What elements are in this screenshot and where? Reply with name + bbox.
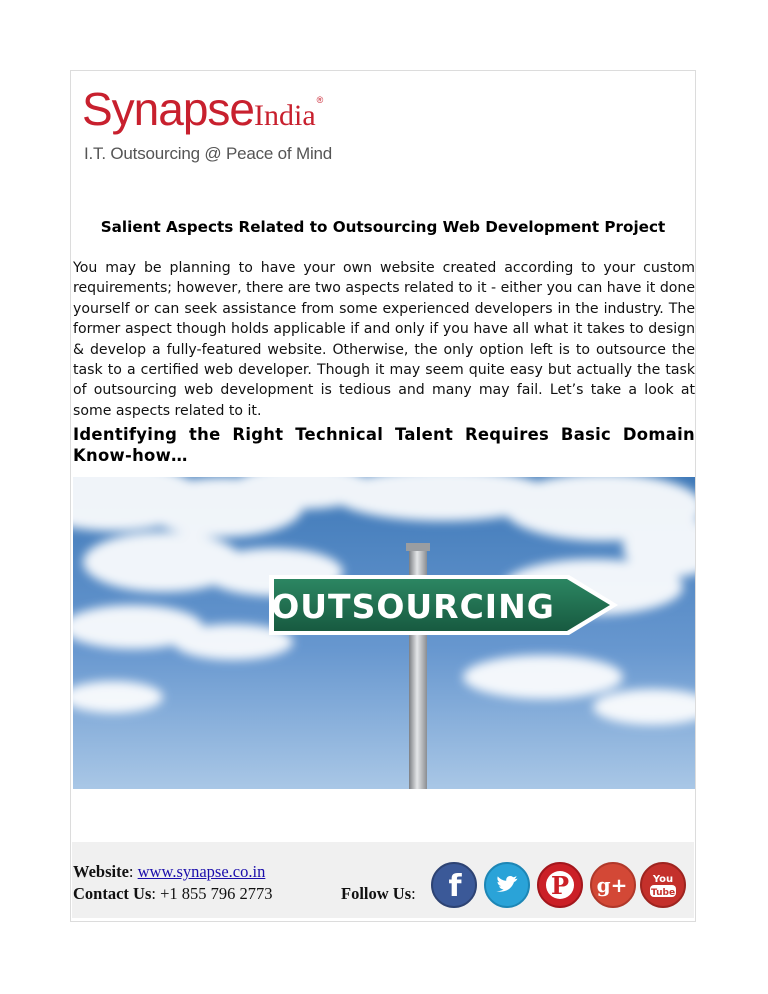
article-title: Salient Aspects Related to Outsourcing Web Development Project [100, 218, 666, 236]
contact-separator: : [151, 884, 156, 903]
footer-contact-line [73, 884, 273, 904]
twitter-icon [484, 862, 530, 908]
outsourcing-sign-photo [73, 477, 695, 789]
pinterest-button[interactable] [537, 862, 583, 908]
registered-mark: ® [316, 95, 324, 105]
sky-scene-illustration [73, 477, 695, 789]
logo-synapse-text: Synapse [82, 83, 255, 135]
google-plus-glyph: g+ [596, 873, 628, 897]
youtube-glyph-bottom: Tube [650, 888, 676, 898]
facebook-button[interactable] [431, 862, 477, 908]
website-label: Website [73, 862, 129, 881]
website-separator: : [128, 862, 134, 881]
footer-website-line [73, 862, 265, 882]
follow-label: Follow Us [341, 884, 412, 903]
twitter-button[interactable] [484, 862, 530, 908]
contact-label: Contact Us [73, 884, 152, 903]
google-plus-button[interactable] [590, 862, 636, 908]
article-subheading: Identifying the Right Technical Talent Requires Basic Domain Know-how… [73, 425, 695, 465]
company-logo[interactable] [82, 83, 333, 174]
contact-phone[interactable]: +1 855 796 2773 [160, 884, 273, 903]
facebook-glyph: f [448, 869, 462, 904]
website-link[interactable]: www.synapse.co.in [137, 862, 266, 881]
pole-cap [406, 543, 430, 551]
youtube-button[interactable] [640, 862, 686, 908]
pinterest-icon [537, 862, 583, 908]
logo-wordmark [82, 83, 324, 135]
logo-india-text: India [254, 99, 316, 132]
sign-text: OUTSOURCING [271, 587, 555, 626]
follow-separator: : [411, 884, 416, 903]
youtube-glyph-top: You [652, 874, 674, 885]
facebook-icon [431, 862, 477, 908]
logo-tagline: I.T. Outsourcing @ Peace of Mind [84, 144, 333, 163]
article-paragraph: You may be planning to have your own website created according to your custom requirements; however, there are two aspects related to it - either you can have it done yourself or can seek assistance from some experienced developers in the industry. The former aspect though holds applicable if and only if you have all what it takes to design & develop a fully-featured website. Otherwise, the only option left is to outsource the task to a certified web developer. Though it may seem quite easy but actually the task of outsourcing web development is tedious and many may fail. Let’s take a look at some aspects related to it. [73, 260, 695, 419]
pinterest-glyph: P [550, 871, 570, 900]
youtube-icon [640, 862, 686, 908]
footer-follow-line [341, 884, 416, 904]
google-plus-icon [590, 862, 636, 908]
